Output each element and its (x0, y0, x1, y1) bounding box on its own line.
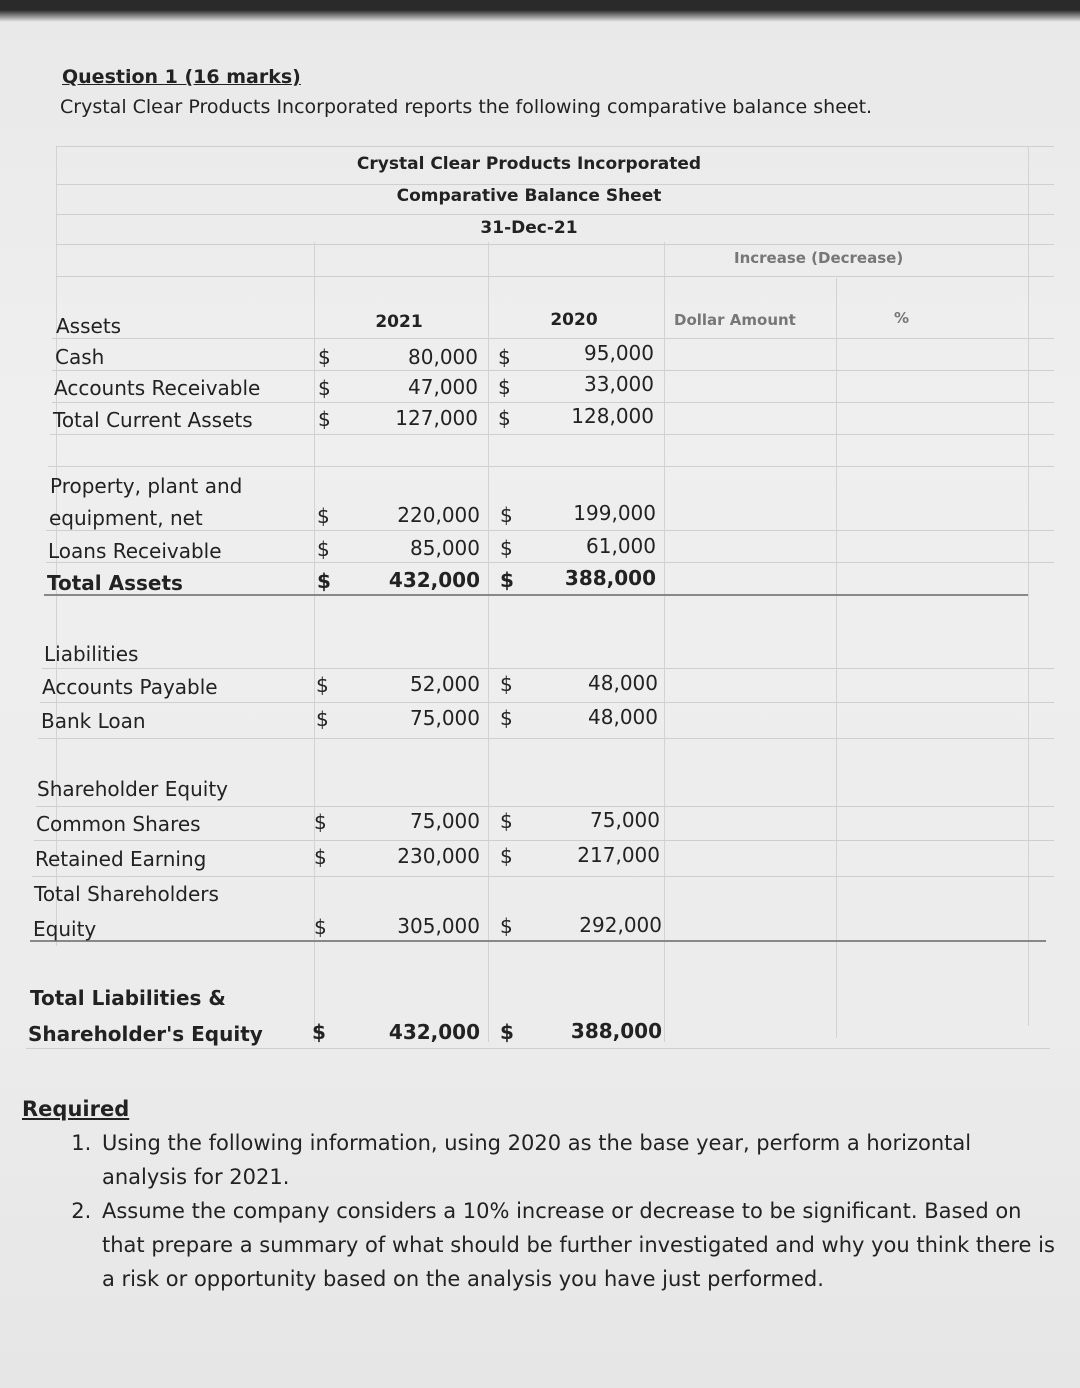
retained-2020: 217,000 (577, 843, 660, 867)
label-loans-receivable: Loans Receivable (48, 539, 222, 563)
row-line (40, 702, 1054, 703)
label-ppe-line1: Property, plant and (50, 474, 243, 498)
currency-sign: $ (498, 375, 511, 399)
row-line (52, 370, 1054, 371)
tle-2020: 388,000 (570, 1019, 662, 1043)
cash-2020: 95,000 (584, 341, 654, 365)
row-line (26, 1048, 1050, 1049)
currency-sign: $ (500, 536, 513, 560)
currency-sign: $ (314, 810, 327, 834)
currency-sign: $ (316, 673, 329, 697)
col-2021-header: 2021 (375, 312, 423, 332)
currency-sign: $ (317, 504, 330, 528)
label-bank-loan: Bank Loan (41, 709, 146, 733)
ppe-2021: 220,000 (397, 503, 480, 527)
tse-2021: 305,000 (397, 914, 480, 938)
currency-sign: $ (314, 915, 327, 939)
currency-sign: $ (500, 568, 514, 592)
label-ppe-line2: equipment, net (49, 506, 203, 530)
currency-sign: $ (318, 376, 331, 400)
currency-sign: $ (500, 844, 513, 868)
row-line (30, 940, 1046, 942)
row-line (34, 840, 1054, 841)
cash-2021: 80,000 (408, 345, 478, 369)
row-line (52, 338, 1054, 339)
required-section (22, 1092, 1062, 1296)
ppe-2020: 199,000 (573, 501, 656, 525)
tse-2020: 292,000 (579, 913, 662, 937)
label-cash: Cash (55, 345, 105, 369)
tca-2021: 127,000 (395, 406, 478, 430)
row-line (46, 530, 1054, 531)
company-name: Crystal Clear Products Incorporated (356, 154, 702, 174)
currency-sign: $ (317, 537, 330, 561)
ta-2020: 388,000 (564, 566, 656, 590)
label-total-current-assets: Total Current Assets (53, 408, 253, 432)
ar-2020: 33,000 (584, 372, 654, 396)
currency-sign: $ (318, 407, 331, 431)
grid-line (664, 242, 665, 1042)
label-tle-line2: Shareholder's Equity (28, 1022, 263, 1046)
label-shareholder-equity: Shareholder Equity (37, 777, 229, 801)
required-item-1: 1. Using the following information, using 2020 as the base year, perform a horizontal analysis for 2021. (98, 1126, 1062, 1194)
currency-sign: $ (312, 1020, 326, 1044)
label-total-assets: Total Assets (47, 571, 183, 595)
currency-sign: $ (317, 569, 331, 593)
currency-sign: $ (498, 345, 511, 369)
row-line (44, 594, 1028, 596)
currency-sign: $ (314, 845, 327, 869)
ta-2021: 432,000 (388, 568, 480, 592)
label-tle-line1: Total Liabilities & (30, 986, 226, 1010)
bank-2020: 48,000 (588, 705, 658, 729)
label-retained-earning: Retained Earning (35, 847, 207, 871)
label-assets: Assets (56, 314, 122, 338)
common-2020: 75,000 (590, 808, 660, 832)
currency-sign: $ (500, 503, 513, 527)
currency-sign: $ (500, 706, 513, 730)
grid-line (488, 242, 489, 1042)
sheet-date: 31-Dec-21 (480, 218, 578, 238)
tle-2021: 432,000 (388, 1020, 480, 1044)
sheet-name: Comparative Balance Sheet (396, 186, 662, 206)
label-tse-line2: Equity (33, 917, 97, 941)
row-line (56, 244, 1054, 245)
row-line (36, 806, 1054, 807)
label-accounts-payable: Accounts Payable (42, 675, 218, 699)
currency-sign: $ (500, 809, 513, 833)
row-line (42, 668, 1054, 669)
currency-sign: $ (500, 1020, 514, 1044)
row-line (48, 466, 1054, 467)
row-line (38, 738, 1054, 739)
retained-2021: 230,000 (397, 844, 480, 868)
question-title: Question 1 (16 marks) (62, 66, 301, 88)
loans-2020: 61,000 (586, 534, 656, 558)
grid-line (836, 278, 837, 1038)
required-list (22, 1126, 1062, 1296)
required-heading: Required (22, 1097, 130, 1121)
col-2020-header: 2020 (550, 310, 598, 330)
col-percent-header: % (894, 309, 910, 327)
increase-decrease-header: Increase (Decrease) (734, 249, 904, 267)
common-2021: 75,000 (410, 809, 480, 833)
question-intro: Crystal Clear Products Incorporated reports the following comparative balance sheet. (60, 96, 873, 118)
ap-2020: 48,000 (588, 671, 658, 695)
currency-sign: $ (500, 914, 513, 938)
col-dollar-amount-header: Dollar Amount (674, 311, 796, 329)
currency-sign: $ (318, 345, 331, 369)
required-item-2: 2. Assume the company considers a 10% increase or decrease to be significant. Based on that prepare a summary of what should be further investigated and why you think there is a risk or opportunity based on the analysis you have just performed. (98, 1194, 1062, 1296)
row-line (52, 402, 1054, 403)
bank-2021: 75,000 (410, 706, 480, 730)
row-line (50, 434, 1054, 435)
row-line (56, 146, 1054, 147)
row-line (32, 876, 1054, 877)
ap-2021: 52,000 (410, 672, 480, 696)
label-tse-line1: Total Shareholders (34, 882, 219, 906)
row-line (56, 276, 1054, 277)
currency-sign: $ (316, 707, 329, 731)
row-line (56, 214, 1054, 215)
ar-2021: 47,000 (408, 375, 478, 399)
label-liabilities: Liabilities (44, 642, 139, 666)
tca-2020: 128,000 (571, 404, 654, 428)
currency-sign: $ (498, 406, 511, 430)
grid-line (1028, 146, 1029, 1026)
label-common-shares: Common Shares (36, 812, 201, 836)
currency-sign: $ (500, 672, 513, 696)
label-accounts-receivable: Accounts Receivable (54, 376, 261, 400)
loans-2021: 85,000 (410, 536, 480, 560)
